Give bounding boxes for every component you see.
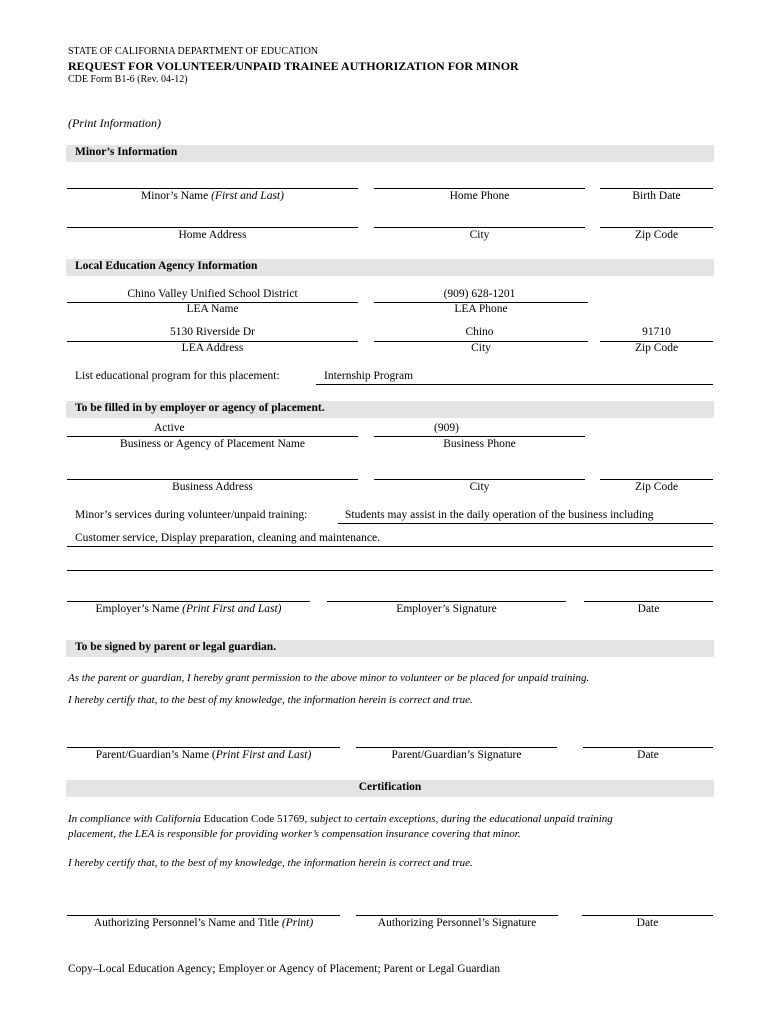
certification-certify-text: I hereby certify that, to the best of my knowledge, the information herein is correct and true.: [68, 857, 473, 869]
lea-section-title: Local Education Agency Information: [75, 260, 258, 272]
lea-phone-value: (909) 628-1201: [443, 288, 516, 300]
minor-section-header: [66, 145, 714, 162]
minor-section-title: Minor’s Information: [75, 146, 178, 158]
services-field-line3[interactable]: [67, 570, 713, 571]
business-phone-label: Business Phone: [443, 438, 516, 450]
guardian-name-label: Parent/Guardian’s Name (Print First and Last): [95, 749, 312, 761]
services-value-line1: Students may assist in the daily operation of the business including: [345, 509, 654, 521]
form-title: REQUEST FOR VOLUNTEER/UNPAID TRAINEE AUTHORIZATION FOR MINOR: [68, 59, 519, 73]
birth-date-field[interactable]: [600, 188, 713, 189]
minor-zip-label: Zip Code: [634, 229, 679, 241]
minor-city-label: City: [469, 229, 490, 241]
minor-zip-field[interactable]: [600, 227, 713, 228]
business-address-field[interactable]: [67, 479, 358, 480]
services-field-line2[interactable]: [67, 546, 713, 547]
authorizing-name-field[interactable]: [67, 915, 340, 916]
employer-signature-field[interactable]: [327, 601, 566, 602]
guardian-section-title: To be signed by parent or legal guardian.: [75, 641, 277, 653]
authorizing-signature-field[interactable]: [356, 915, 558, 916]
guardian-permission-text: As the parent or guardian, I hereby grant permission to the above minor to volunteer or be placed for unpaid training.: [68, 672, 590, 684]
program-label: List educational program for this placement:: [75, 370, 280, 382]
guardian-date-label: Date: [637, 749, 659, 761]
employer-section-title: To be filled in by employer or agency of placement.: [75, 402, 325, 414]
program-value: Internship Program: [324, 370, 414, 382]
home-phone-field[interactable]: [374, 188, 585, 189]
lea-phone-label: LEA Phone: [454, 303, 508, 315]
employer-section-header: [66, 401, 714, 418]
program-field[interactable]: [316, 384, 713, 385]
business-zip-field[interactable]: [600, 479, 713, 480]
form-number: CDE Form B1-6 (Rev. 04-12): [68, 74, 188, 85]
lea-name-label: LEA Name: [186, 303, 239, 315]
employer-name-label: Employer’s Name (Print First and Last): [95, 603, 282, 615]
copy-distribution-note: Copy–Local Education Agency; Employer or Agency of Placement; Parent or Legal Guardian: [68, 963, 501, 975]
minor-name-field[interactable]: [67, 188, 358, 189]
agency-name: STATE OF CALIFORNIA DEPARTMENT OF EDUCATION: [68, 46, 319, 57]
authorizing-signature-label: Authorizing Personnel’s Signature: [377, 917, 537, 929]
guardian-date-field[interactable]: [583, 747, 713, 748]
lea-address-label: LEA Address: [181, 342, 244, 354]
authorizing-date-label: Date: [636, 917, 659, 929]
business-phone-value: (909): [434, 422, 459, 434]
certification-section-title: Certification: [358, 781, 422, 793]
services-field-line1[interactable]: [338, 523, 713, 524]
lea-zip-label: Zip Code: [634, 342, 679, 354]
services-label: Minor’s services during volunteer/unpaid training:: [75, 509, 308, 521]
birth-date-label: Birth Date: [632, 190, 681, 202]
authorizing-date-field[interactable]: [582, 915, 713, 916]
lea-city-value: Chino: [465, 326, 494, 338]
business-address-label: Business Address: [172, 481, 253, 493]
certification-text-line1: In compliance with California Education Code 51769, subject to certain exceptions, during the educational unpaid training: [68, 813, 613, 825]
employer-name-field[interactable]: [67, 601, 310, 602]
home-address-label: Home Address: [178, 229, 247, 241]
lea-address-value: 5130 Riverside Dr: [170, 326, 255, 338]
business-zip-label: Zip Code: [634, 481, 679, 493]
business-phone-field[interactable]: [374, 436, 585, 437]
guardian-signature-label: Parent/Guardian’s Signature: [391, 749, 522, 761]
employer-signature-label: Employer’s Signature: [396, 603, 497, 615]
lea-zip-value: 91710: [642, 326, 671, 338]
lea-name-value: Chino Valley Unified School District: [127, 288, 298, 300]
employer-date-label: Date: [637, 603, 660, 615]
lea-city-label: City: [471, 342, 491, 354]
business-name-field[interactable]: [67, 436, 358, 437]
minor-name-label: Minor’s Name (First and Last): [141, 190, 284, 202]
business-city-field[interactable]: [374, 479, 585, 480]
guardian-signature-field[interactable]: [356, 747, 557, 748]
home-phone-label: Home Phone: [449, 190, 510, 202]
business-name-label: Business or Agency of Placement Name: [120, 438, 305, 450]
print-info-note: (Print Information): [68, 116, 161, 130]
services-value-line2: Customer service, Display preparation, cleaning and maintenance.: [75, 532, 380, 544]
guardian-section-header: [66, 640, 714, 657]
authorizing-name-label: Authorizing Personnel’s Name and Title (Print): [93, 917, 314, 929]
business-city-label: City: [469, 481, 490, 493]
certification-section-header: [66, 780, 714, 797]
certification-text-line2: placement, the LEA is responsible for providing worker’s compensation insurance covering that minor.: [68, 828, 521, 840]
business-name-value: Active: [154, 422, 185, 434]
lea-section-header: [66, 259, 714, 276]
minor-city-field[interactable]: [374, 227, 585, 228]
employer-date-field[interactable]: [584, 601, 713, 602]
guardian-certify-text: I hereby certify that, to the best of my knowledge, the information herein is correct and true.: [68, 694, 473, 706]
guardian-name-field[interactable]: [67, 747, 340, 748]
home-address-field[interactable]: [67, 227, 358, 228]
